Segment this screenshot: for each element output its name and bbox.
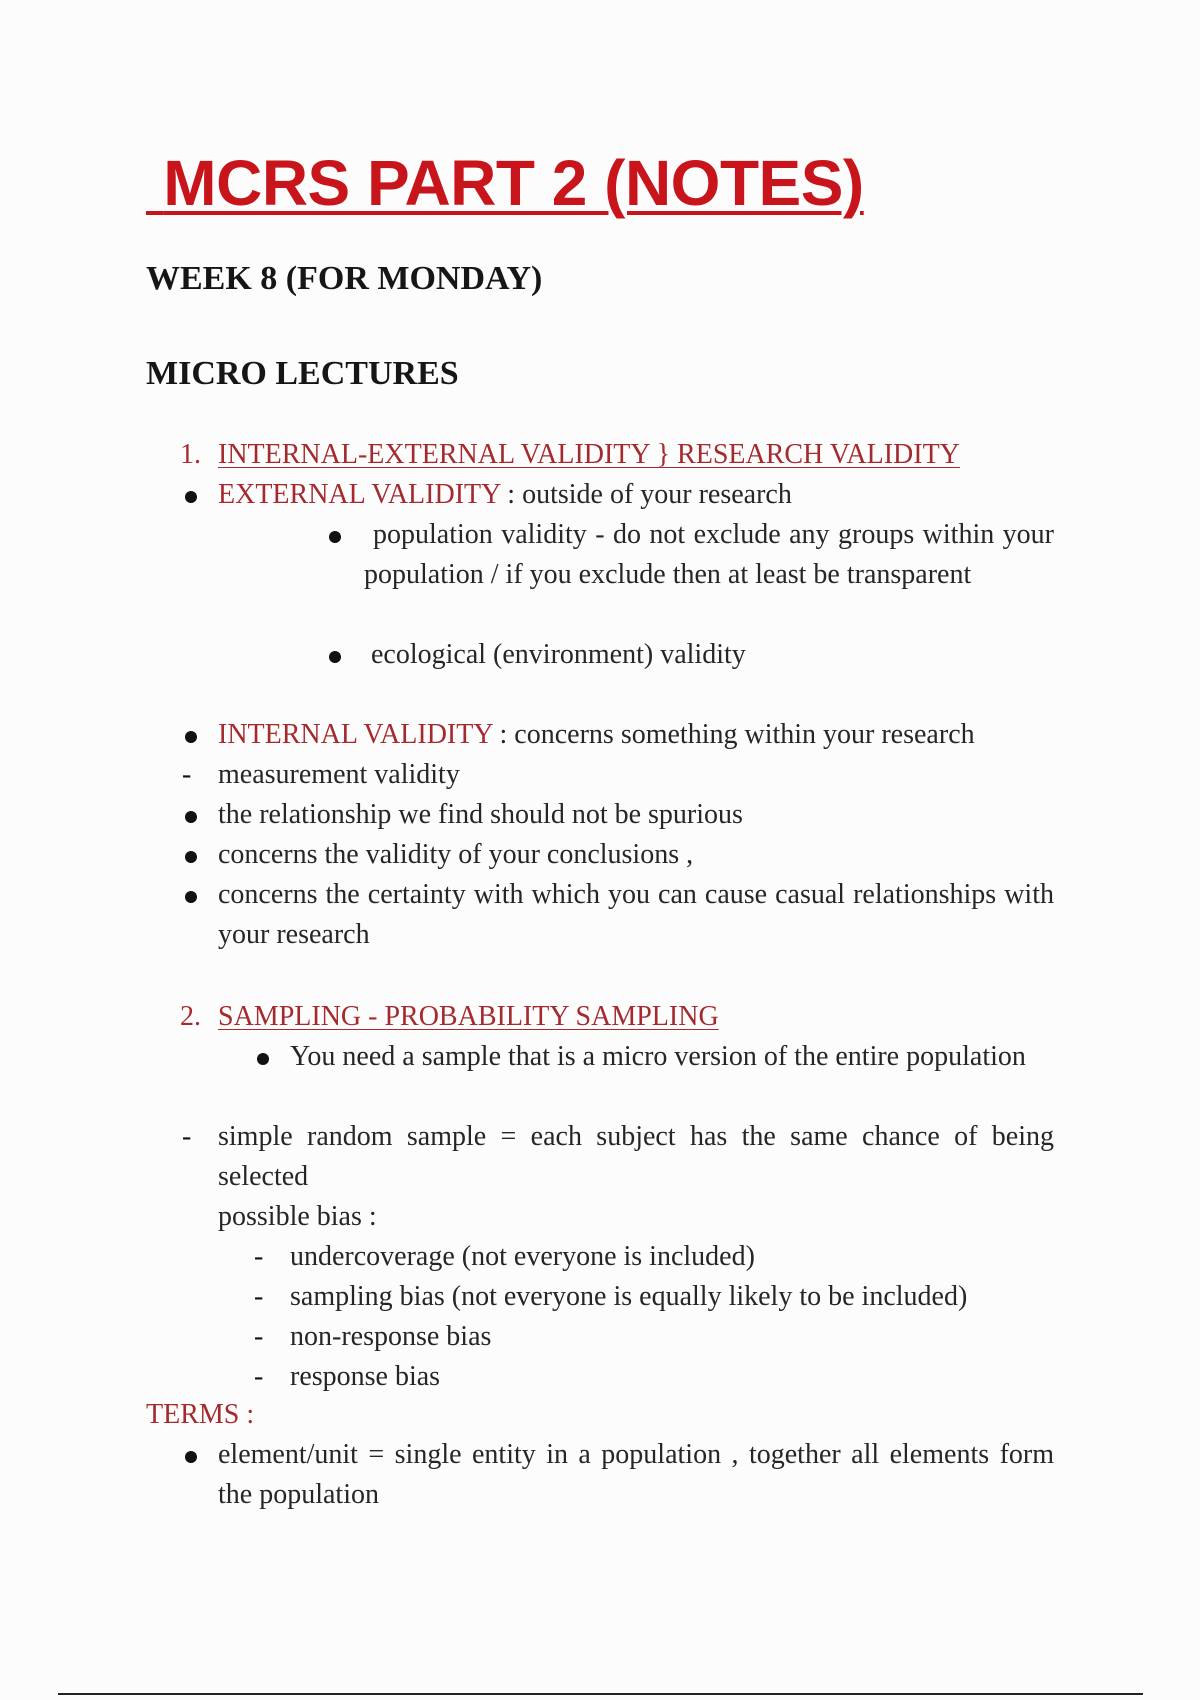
dash-marker: -	[254, 1241, 264, 1272]
population-validity-text: population validity - do not exclude any groups within your population / if you exclude then at least be transparent	[364, 519, 1054, 590]
page-bottom-rule	[58, 1693, 1143, 1695]
section-heading: MICRO LECTURES	[146, 355, 459, 392]
bullet-dot	[185, 731, 197, 743]
dash-marker: -	[254, 1361, 264, 1392]
measurement-validity-text: measurement validity	[218, 759, 460, 790]
bias-item: non-response bias	[290, 1321, 492, 1352]
conclusions-text: concerns the validity of your conclusions ,	[218, 839, 694, 870]
internal-validity-label: INTERNAL VALIDITY	[218, 719, 493, 750]
terms-label: TERMS :	[146, 1399, 255, 1430]
bullet-dot	[257, 1053, 269, 1065]
dash-marker: -	[254, 1321, 264, 1352]
micro-version-text: You need a sample that is a micro version of the entire population	[290, 1041, 1026, 1072]
item-1-heading: INTERNAL-EXTERNAL VALIDITY } RESEARCH VALIDITY	[218, 439, 960, 470]
element-unit-text: element/unit = single entity in a population , together all elements form the population	[218, 1439, 1054, 1510]
item-2-number: 2.	[180, 1001, 201, 1032]
dash-marker: -	[182, 759, 192, 790]
dash-marker: -	[254, 1281, 264, 1312]
week-heading: WEEK 8 (FOR MONDAY)	[146, 260, 543, 297]
bullet-dot	[185, 891, 197, 903]
relationship-text: the relationship we find should not be spurious	[218, 799, 743, 830]
bullet-dot	[329, 651, 341, 663]
item-1-number: 1.	[180, 439, 201, 470]
bias-item: response bias	[290, 1361, 441, 1392]
bullet-dot	[185, 1451, 197, 1463]
page-title	[146, 148, 864, 218]
bias-item: sampling bias (not everyone is equally likely to be included)	[290, 1281, 968, 1312]
external-validity-line	[218, 475, 792, 515]
bullet-dot	[185, 851, 197, 863]
possible-bias-label: possible bias :	[218, 1201, 377, 1232]
certainty-text: concerns the certainty with which you can cause casual relationships with your research	[218, 879, 1054, 950]
item-2-heading: SAMPLING - PROBABILITY SAMPLING	[218, 1001, 719, 1032]
bullet-dot	[185, 811, 197, 823]
dash-marker: -	[182, 1121, 192, 1152]
bullet-dot	[185, 491, 197, 503]
internal-validity-line	[218, 715, 975, 755]
ecological-validity-text: ecological (environment) validity	[371, 639, 746, 670]
external-validity-text: : outside of your research	[500, 479, 792, 510]
internal-validity-text: : concerns something within your research	[492, 719, 975, 750]
simple-random-text: simple random sample = each subject has the same chance of being selected	[218, 1121, 1054, 1192]
bullet-dot	[329, 531, 341, 543]
bias-item: undercoverage (not everyone is included)	[290, 1241, 755, 1272]
page-title-text: MCRS PART 2 (NOTES)	[163, 147, 864, 219]
external-validity-label: EXTERNAL VALIDITY	[218, 479, 501, 510]
